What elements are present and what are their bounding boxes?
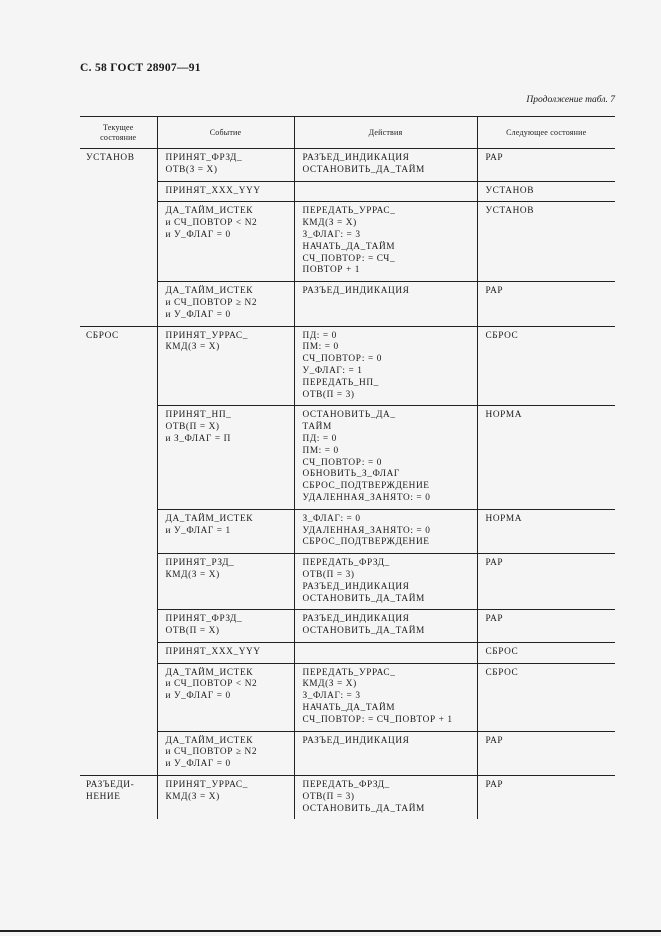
- actions-cell: [294, 181, 477, 202]
- actions-cell: [294, 509, 477, 553]
- event-cell: [157, 554, 294, 610]
- event-line: ПРИНЯТ_НП_: [165, 410, 232, 421]
- current-state-cell: [80, 326, 157, 776]
- event-cell: [157, 509, 294, 553]
- next-state-cell: РАР: [477, 149, 615, 182]
- event-cell: [157, 181, 294, 202]
- event-line: ДА_ТАЙМ_ИСТЕК: [165, 206, 254, 217]
- action-line: ОСТАНОВИТЬ_ДА_ТАЙМ: [302, 164, 425, 175]
- event-line: КМД(З = X): [165, 342, 220, 353]
- action-line: НАЧАТЬ_ДА_ТАЙМ: [302, 241, 396, 252]
- table-body: [80, 149, 615, 820]
- page-header: С. 58 ГОСТ 28907—91: [80, 62, 201, 74]
- action-line: ПЕРЕДАТЬ_ФРЗД_: [302, 558, 390, 569]
- event-cell: [157, 149, 294, 182]
- table-row: [80, 149, 615, 182]
- actions-cell: [294, 663, 477, 731]
- action-line: СЧ_ПОВТОР: = 0: [302, 457, 382, 468]
- table-row: [80, 554, 615, 610]
- actions-cell: [294, 776, 477, 820]
- action-line: ПМ: = 0: [302, 445, 339, 456]
- event-cell: [157, 610, 294, 643]
- table-row: [80, 610, 615, 643]
- action-line: КМД(З = X): [302, 218, 357, 229]
- event-cell: [157, 776, 294, 820]
- event-line: ПРИНЯТ_XXX_YYY: [165, 185, 261, 196]
- action-line: ПЕРЕДАТЬ_УРРАС_: [302, 667, 396, 678]
- event-line: ДА_ТАЙМ_ИСТЕК: [165, 667, 254, 678]
- table-row: [80, 326, 615, 406]
- event-line: и З_ФЛАГ = П: [165, 433, 231, 444]
- event-cell: [157, 663, 294, 731]
- action-line: ПМ: = 0: [302, 342, 339, 353]
- next-state-cell: РАР: [477, 731, 615, 775]
- table-row: [80, 181, 615, 202]
- action-line: ПЕРЕДАТЬ_НП_: [302, 377, 379, 388]
- event-line: и СЧ_ПОВТОР ≥ N2: [165, 297, 258, 308]
- next-state-cell: РАР: [477, 282, 615, 326]
- event-line: и СЧ_ПОВТОР ≥ N2: [165, 747, 258, 758]
- event-cell: [157, 406, 294, 509]
- event-line: ДА_ТАЙМ_ИСТЕК: [165, 513, 254, 524]
- column-header-next-state: Следующее состояние: [477, 117, 615, 149]
- action-line: ОТВ(П = 3): [302, 791, 355, 802]
- action-line: З_ФЛАГ: = 3: [302, 691, 361, 702]
- actions-cell: [294, 326, 477, 406]
- event-line: ОТВ(З = X): [165, 164, 218, 175]
- table-row: [80, 202, 615, 282]
- action-line: СЧ_ПОВТОР: = СЧ_ПОВТОР + 1: [302, 714, 453, 725]
- page-bottom-rule: [0, 930, 661, 932]
- event-cell: [157, 202, 294, 282]
- state-line: СБРОС: [86, 330, 119, 341]
- table-row: [80, 663, 615, 731]
- event-line: и У_ФЛАГ = 0: [165, 691, 231, 702]
- next-state-cell: УСТАНОВ: [477, 181, 615, 202]
- event-cell: [157, 282, 294, 326]
- action-line: ОСТАНОВИТЬ_ДА_ТАЙМ: [302, 593, 425, 604]
- action-line: ПД: = 0: [302, 330, 337, 341]
- action-line: УДАЛЕННАЯ_ЗАНЯТО: = 0: [302, 492, 431, 503]
- state-line: НЕНИЕ: [86, 791, 121, 802]
- event-line: ПРИНЯТ_УРРАС_: [165, 330, 248, 341]
- next-state-cell: НОРМА: [477, 509, 615, 553]
- state-transition-table: [80, 116, 615, 819]
- event-line: ПРИНЯТ_РЗД_: [165, 558, 235, 569]
- actions-cell: [294, 554, 477, 610]
- table-row: [80, 731, 615, 775]
- action-line: З_ФЛАГ: = 0: [302, 513, 361, 524]
- table-row: [80, 509, 615, 553]
- state-line: УСТАНОВ: [86, 153, 135, 163]
- column-header-event: Событие: [157, 117, 294, 149]
- event-line: и СЧ_ПОВТОР < N2: [165, 679, 258, 690]
- event-cell: [157, 326, 294, 406]
- event-cell: [157, 642, 294, 663]
- event-cell: [157, 731, 294, 775]
- event-line: ДА_ТАЙМ_ИСТЕК: [165, 735, 254, 746]
- action-line: ПД: = 0: [302, 433, 337, 444]
- action-line: СЧ_ПОВТОР: = СЧ_: [302, 253, 396, 264]
- next-state-cell: НОРМА: [477, 406, 615, 509]
- event-line: ПРИНЯТ_ФРЗД_: [165, 153, 243, 163]
- action-line: УДАЛЕННАЯ_ЗАНЯТО: = 0: [302, 525, 431, 536]
- action-line: КМД(З = X): [302, 679, 357, 690]
- actions-cell: [294, 149, 477, 182]
- action-line: ПЕРЕДАТЬ_ФРЗД_: [302, 780, 390, 791]
- actions-cell: [294, 610, 477, 643]
- action-line: РАЗЪЕД_ИНДИКАЦИЯ: [302, 153, 410, 163]
- action-line: СБРОС_ПОДТВЕРЖДЕНИЕ: [302, 537, 430, 548]
- action-line: ОСТАНОВИТЬ_ДА_ТАЙМ: [302, 626, 425, 637]
- next-state-cell: РАР: [477, 776, 615, 820]
- table-continuation-label: Продолжение табл. 7: [526, 95, 615, 105]
- action-line: ОТВ(П = 3): [302, 569, 355, 580]
- actions-cell: [294, 282, 477, 326]
- actions-cell: [294, 406, 477, 509]
- event-line: КМД(З = X): [165, 569, 220, 580]
- table-header: [80, 117, 615, 149]
- event-line: и У_ФЛАГ = 0: [165, 229, 231, 240]
- actions-cell: [294, 202, 477, 282]
- next-state-cell: РАР: [477, 610, 615, 643]
- table-row: [80, 282, 615, 326]
- action-line: РАЗЪЕД_ИНДИКАЦИЯ: [302, 735, 410, 746]
- actions-cell: [294, 731, 477, 775]
- state-line: РАЗЪЕДИ-: [86, 780, 135, 791]
- event-line: и У_ФЛАГ = 1: [165, 525, 231, 536]
- action-line: ОТВ(П = 3): [302, 389, 355, 400]
- event-line: и У_ФЛАГ = 0: [165, 309, 231, 320]
- event-line: ОТВ(П = X): [165, 626, 220, 637]
- next-state-cell: СБРОС: [477, 326, 615, 406]
- event-line: ПРИНЯТ_XXX_YYY: [165, 646, 261, 657]
- table-row: [80, 776, 615, 820]
- action-line: ТАЙМ: [302, 422, 332, 433]
- action-line: РАЗЪЕД_ИНДИКАЦИЯ: [302, 581, 410, 592]
- action-line: ОБНОВИТЬ_З_ФЛАГ: [302, 469, 400, 480]
- event-line: и СЧ_ПОВТОР < N2: [165, 218, 258, 229]
- table-row: [80, 406, 615, 509]
- event-line: ПРИНЯТ_УРРАС_: [165, 780, 248, 791]
- next-state-cell: СБРОС: [477, 663, 615, 731]
- action-line: ПЕРЕДАТЬ_УРРАС_: [302, 206, 396, 217]
- action-line: ОСТАНОВИТЬ_ДА_ТАЙМ: [302, 803, 425, 814]
- action-line: З_ФЛАГ: = 3: [302, 229, 361, 240]
- next-state-cell: УСТАНОВ: [477, 202, 615, 282]
- action-line: СЧ_ПОВТОР: = 0: [302, 354, 382, 365]
- actions-cell: [294, 642, 477, 663]
- event-line: ДА_ТАЙМ_ИСТЕК: [165, 286, 254, 297]
- event-line: ОТВ(П = X): [165, 422, 220, 433]
- table-row: [80, 642, 615, 663]
- action-line: РАЗЪЕД_ИНДИКАЦИЯ: [302, 614, 410, 625]
- current-state-cell: [80, 776, 157, 820]
- action-line: НАЧАТЬ_ДА_ТАЙМ: [302, 703, 396, 714]
- column-header-actions: Действия: [294, 117, 477, 149]
- action-line: РАЗЪЕД_ИНДИКАЦИЯ: [302, 286, 410, 297]
- current-state-cell: [80, 149, 157, 327]
- action-line: У_ФЛАГ: = 1: [302, 365, 363, 376]
- event-line: и У_ФЛАГ = 0: [165, 759, 231, 770]
- action-line: ПОВТОР + 1: [302, 265, 360, 276]
- event-line: КМД(З = X): [165, 791, 220, 802]
- event-line: ПРИНЯТ_ФРЗД_: [165, 614, 243, 625]
- next-state-cell: РАР: [477, 554, 615, 610]
- next-state-cell: СБРОС: [477, 642, 615, 663]
- action-line: ОСТАНОВИТЬ_ДА_: [302, 410, 396, 421]
- column-header-current-state: Текущее состояние: [80, 117, 157, 149]
- action-line: СБРОС_ПОДТВЕРЖДЕНИЕ: [302, 481, 430, 492]
